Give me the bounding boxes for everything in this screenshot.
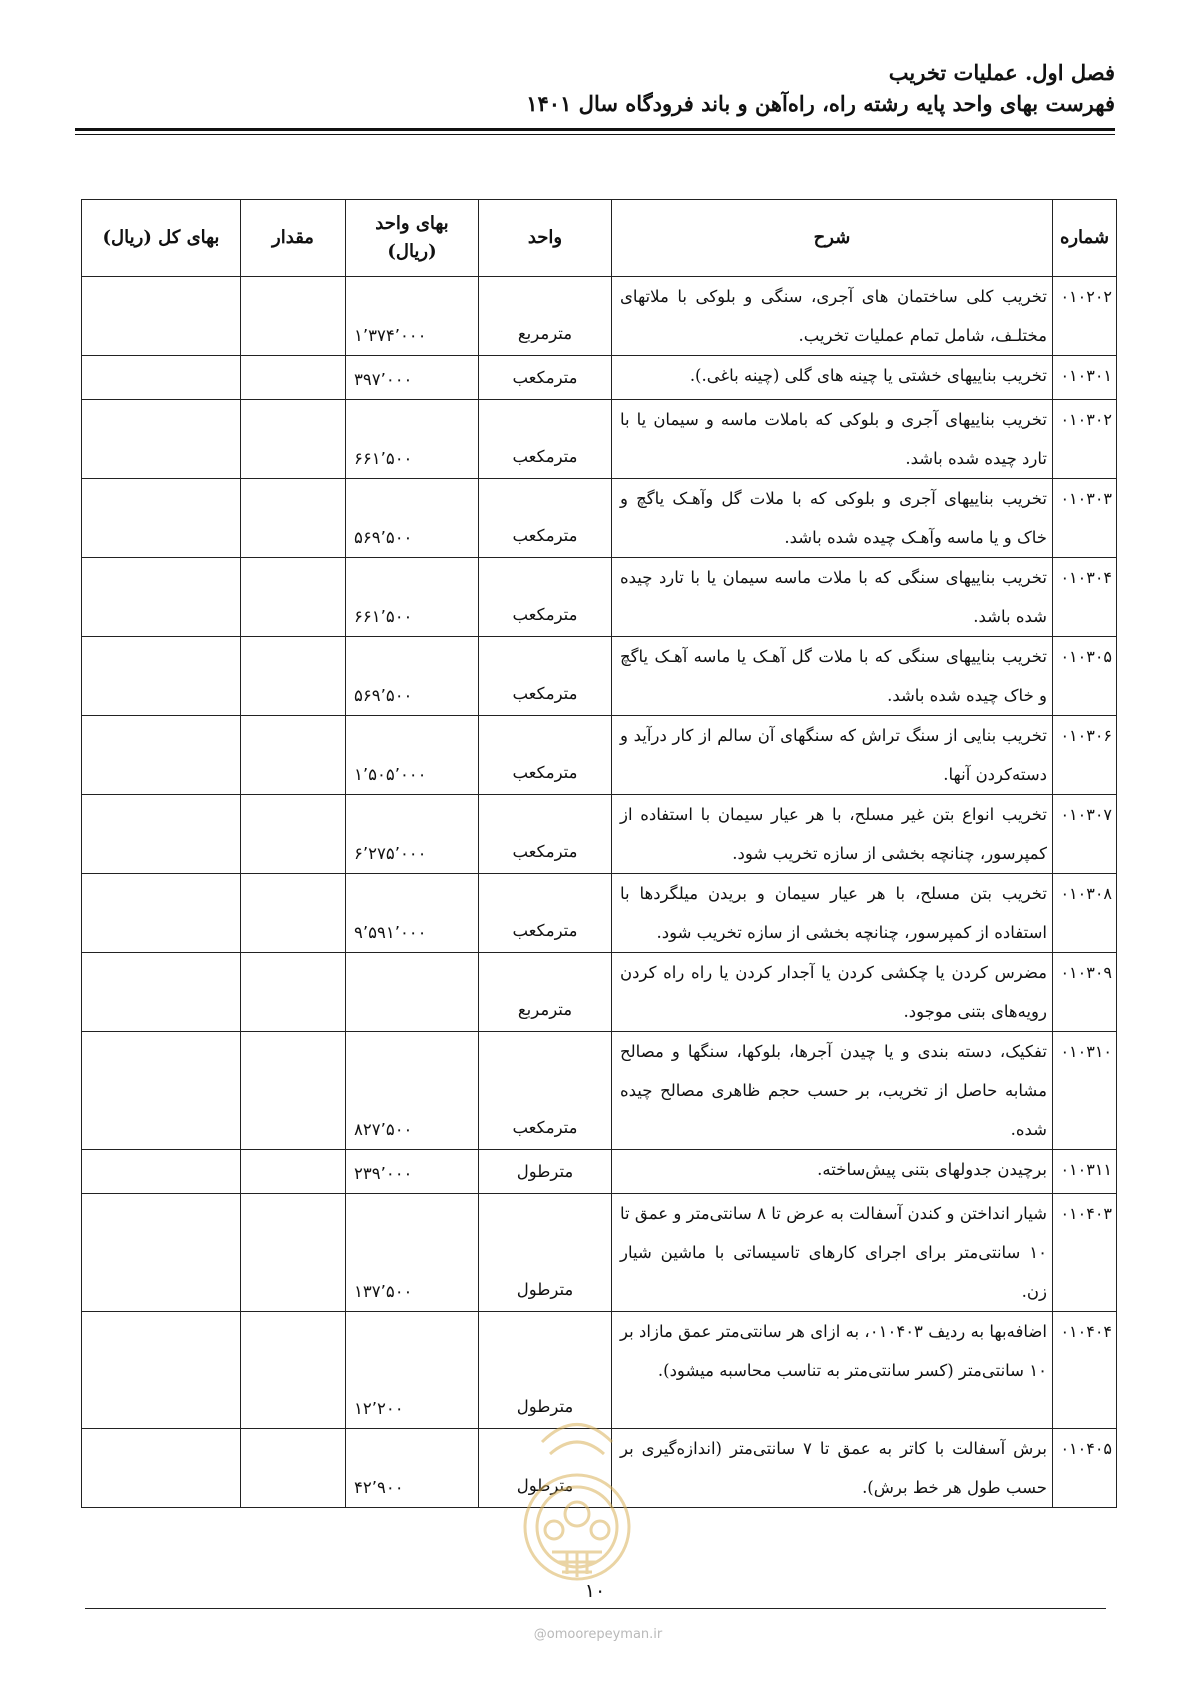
item-description: تخریب بناییهای سنگی که با ملات گل آهـک یا ماسه آهـک یاگچ و خاک چیده شده باشد. [612, 637, 1053, 716]
item-quantity [241, 356, 346, 400]
table-row [82, 637, 1117, 716]
item-unit-price: ۲۳۹٬۰۰۰ [346, 1150, 479, 1194]
item-total-price [82, 400, 241, 479]
item-unit-price: ۸۲۷٬۵۰۰ [346, 1032, 479, 1150]
item-code: ۰۱۰۴۰۳ [1053, 1194, 1117, 1312]
page-number: ۱۰ [584, 1580, 606, 1602]
item-unit-price: ۴۲٬۹۰۰ [346, 1429, 479, 1508]
column-header-total-price: بهای کل (ریال) [82, 200, 241, 277]
item-code: ۰۱۰۳۰۲ [1053, 400, 1117, 479]
item-unit: مترمکعب [479, 1032, 612, 1150]
item-code: ۰۱۰۲۰۲ [1053, 277, 1117, 356]
item-unit: مترمکعب [479, 356, 612, 400]
item-total-price [82, 479, 241, 558]
chapter-title: فصل اول. عملیات تخریب [888, 60, 1115, 85]
item-description: تفکیک، دسته بندی و یا چیدن آجرها، بلوکها، سنگها و مصالح مشابه حاصل از تخریب، بر حسب حجم ظاهری مصالح چیده شده. [612, 1032, 1053, 1150]
table-header-row [82, 200, 1117, 277]
table-row [82, 874, 1117, 953]
website-watermark: @omoorepeyman.ir [533, 1627, 663, 1642]
item-code: ۰۱۰۳۰۳ [1053, 479, 1117, 558]
item-unit-price: ۱٬۳۷۴٬۰۰۰ [346, 277, 479, 356]
item-unit: مترطول [479, 1194, 612, 1312]
table-row [82, 479, 1117, 558]
item-total-price [82, 1194, 241, 1312]
item-unit-price: ۶٬۲۷۵٬۰۰۰ [346, 795, 479, 874]
item-code: ۰۱۰۳۰۱ [1053, 356, 1117, 400]
table-row [82, 277, 1117, 356]
table-row [82, 953, 1117, 1032]
item-unit-price: ۵۶۹٬۵۰۰ [346, 479, 479, 558]
header-rule-thick [75, 128, 1115, 131]
item-description: مضرس کردن یا چکشی کردن یا آجدار کردن یا راه راه کردن رویه‌های بتنی موجود. [612, 953, 1053, 1032]
item-code: ۰۱۰۳۰۸ [1053, 874, 1117, 953]
item-unit: مترمکعب [479, 558, 612, 637]
item-total-price [82, 795, 241, 874]
item-code: ۰۱۰۳۰۹ [1053, 953, 1117, 1032]
item-unit: مترمکعب [479, 479, 612, 558]
company-seal-icon [512, 1402, 642, 1602]
table-row [82, 558, 1117, 637]
item-unit: مترمکعب [479, 400, 612, 479]
item-description: تخریب بتن مسلح، با هر عیار سیمان و بریدن میلگردها با استفاده از کمپرسور، چنانچه بخشی از سازه تخریب شود. [612, 874, 1053, 953]
item-quantity [241, 637, 346, 716]
page-header [76, 58, 1115, 120]
item-quantity [241, 277, 346, 356]
item-description: تخریب کلی ساختمان های آجری، سنگی و بلوکی با ملاتهای مختلـف، شامل تمام عملیات تخریب. [612, 277, 1053, 356]
price-table [81, 199, 1117, 1508]
column-header-description: شرح [612, 200, 1053, 277]
item-quantity [241, 1150, 346, 1194]
item-description: شیار انداختن و کندن آسفالت به عرض تا ۸ سانتی‌متر و عمق تا ۱۰ سانتی‌متر برای اجرای کارهای تاسیساتی با ماشین شیار زن. [612, 1194, 1053, 1312]
item-unit: مترطول [479, 1429, 612, 1508]
item-quantity [241, 874, 346, 953]
item-unit: مترطول [479, 1150, 612, 1194]
column-header-unit: واحد [479, 200, 612, 277]
table-row [82, 1032, 1117, 1150]
item-total-price [82, 953, 241, 1032]
header-rule-thin [75, 134, 1115, 135]
item-quantity [241, 1429, 346, 1508]
item-unit: مترمکعب [479, 716, 612, 795]
item-unit: مترمربع [479, 953, 612, 1032]
item-unit-price: ۱٬۵۰۵٬۰۰۰ [346, 716, 479, 795]
unit-price-header-line2: (ریال) [387, 241, 437, 262]
item-quantity [241, 558, 346, 637]
item-description: تخریب بناییهای خشتی یا چینه های گلی (چینه باغی.). [612, 356, 1053, 400]
item-quantity [241, 716, 346, 795]
item-quantity [241, 1194, 346, 1312]
item-total-price [82, 1312, 241, 1429]
item-unit: مترمکعب [479, 637, 612, 716]
item-description: تخریب بناییهای آجری و بلوکی که با ملات گل وآهـک یاگچ و خاک و یا ماسه وآهـک چیده شده باشد. [612, 479, 1053, 558]
item-total-price [82, 277, 241, 356]
item-description: برش آسفالت با کاتر به عمق تا ۷ سانتی‌متر (اندازه‌گیری بر حسب طول هر خط برش). [612, 1429, 1053, 1508]
table-row [82, 356, 1117, 400]
item-total-price [82, 1429, 241, 1508]
item-quantity [241, 400, 346, 479]
unit-price-header-line1: بهای واحد [375, 213, 449, 234]
item-unit-price: ۳۹۷٬۰۰۰ [346, 356, 479, 400]
item-unit-price: ۵۶۹٬۵۰۰ [346, 637, 479, 716]
item-description: برچیدن جدولهای بتنی پیش‌ساخته. [612, 1150, 1053, 1194]
item-code: ۰۱۰۳۱۰ [1053, 1032, 1117, 1150]
item-code: ۰۱۰۳۰۷ [1053, 795, 1117, 874]
item-total-price [82, 874, 241, 953]
column-header-quantity: مقدار [241, 200, 346, 277]
item-total-price [82, 356, 241, 400]
item-quantity [241, 1312, 346, 1429]
item-description: تخریب انواع بتن غیر مسلح، با هر عیار سیمان با استفاده از کمپرسور، چنانچه بخشی از سازه تخریب شود. [612, 795, 1053, 874]
table-row [82, 1194, 1117, 1312]
item-description: اضافه‌بها به ردیف ۰۱۰۴۰۳، به ازای هر سانتی‌متر عمق مازاد بر ۱۰ سانتی‌متر (کسر سانتی‌متر به تناسب محاسبه میشود). [612, 1312, 1053, 1429]
table-row [82, 1150, 1117, 1194]
item-unit: مترمکعب [479, 795, 612, 874]
item-quantity [241, 953, 346, 1032]
item-unit-price [346, 953, 479, 1032]
item-unit: مترطول [479, 1312, 612, 1429]
item-total-price [82, 637, 241, 716]
table-row [82, 716, 1117, 795]
item-description: تخریب بنایی از سنگ تراش که سنگهای آن سالم از کار درآید و دسته‌کردن آنها. [612, 716, 1053, 795]
item-code: ۰۱۰۳۱۱ [1053, 1150, 1117, 1194]
item-unit-price: ۶۶۱٬۵۰۰ [346, 558, 479, 637]
item-quantity [241, 479, 346, 558]
table-body [82, 277, 1117, 1508]
column-header-code: شماره [1053, 200, 1117, 277]
item-code: ۰۱۰۴۰۵ [1053, 1429, 1117, 1508]
item-code: ۰۱۰۴۰۴ [1053, 1312, 1117, 1429]
table-row [82, 400, 1117, 479]
item-code: ۰۱۰۳۰۵ [1053, 637, 1117, 716]
item-quantity [241, 795, 346, 874]
item-total-price [82, 558, 241, 637]
footer-rule [85, 1608, 1106, 1609]
item-description: تخریب بناییهای سنگی که با ملات ماسه سیمان یا با تارد چیده شده باشد. [612, 558, 1053, 637]
item-unit-price: ۱۳۷٬۵۰۰ [346, 1194, 479, 1312]
price-list-title: فهرست بهای واحد پایه رشته راه، راه‌آهن و باند فرودگاه سال ۱۴۰۱ [526, 91, 1115, 116]
item-code: ۰۱۰۳۰۴ [1053, 558, 1117, 637]
item-unit-price: ۹٬۵۹۱٬۰۰۰ [346, 874, 479, 953]
item-unit: مترمربع [479, 277, 612, 356]
item-total-price [82, 716, 241, 795]
item-total-price [82, 1032, 241, 1150]
item-description: تخریب بناییهای آجری و بلوکی که باملات ماسه و سیمان یا با تارد چیده شده باشد. [612, 400, 1053, 479]
item-unit: مترمکعب [479, 874, 612, 953]
table-row [82, 795, 1117, 874]
column-header-unit-price [346, 200, 479, 277]
item-unit-price: ۱۲٬۲۰۰ [346, 1312, 479, 1429]
item-total-price [82, 1150, 241, 1194]
item-quantity [241, 1032, 346, 1150]
item-code: ۰۱۰۳۰۶ [1053, 716, 1117, 795]
item-unit-price: ۶۶۱٬۵۰۰ [346, 400, 479, 479]
